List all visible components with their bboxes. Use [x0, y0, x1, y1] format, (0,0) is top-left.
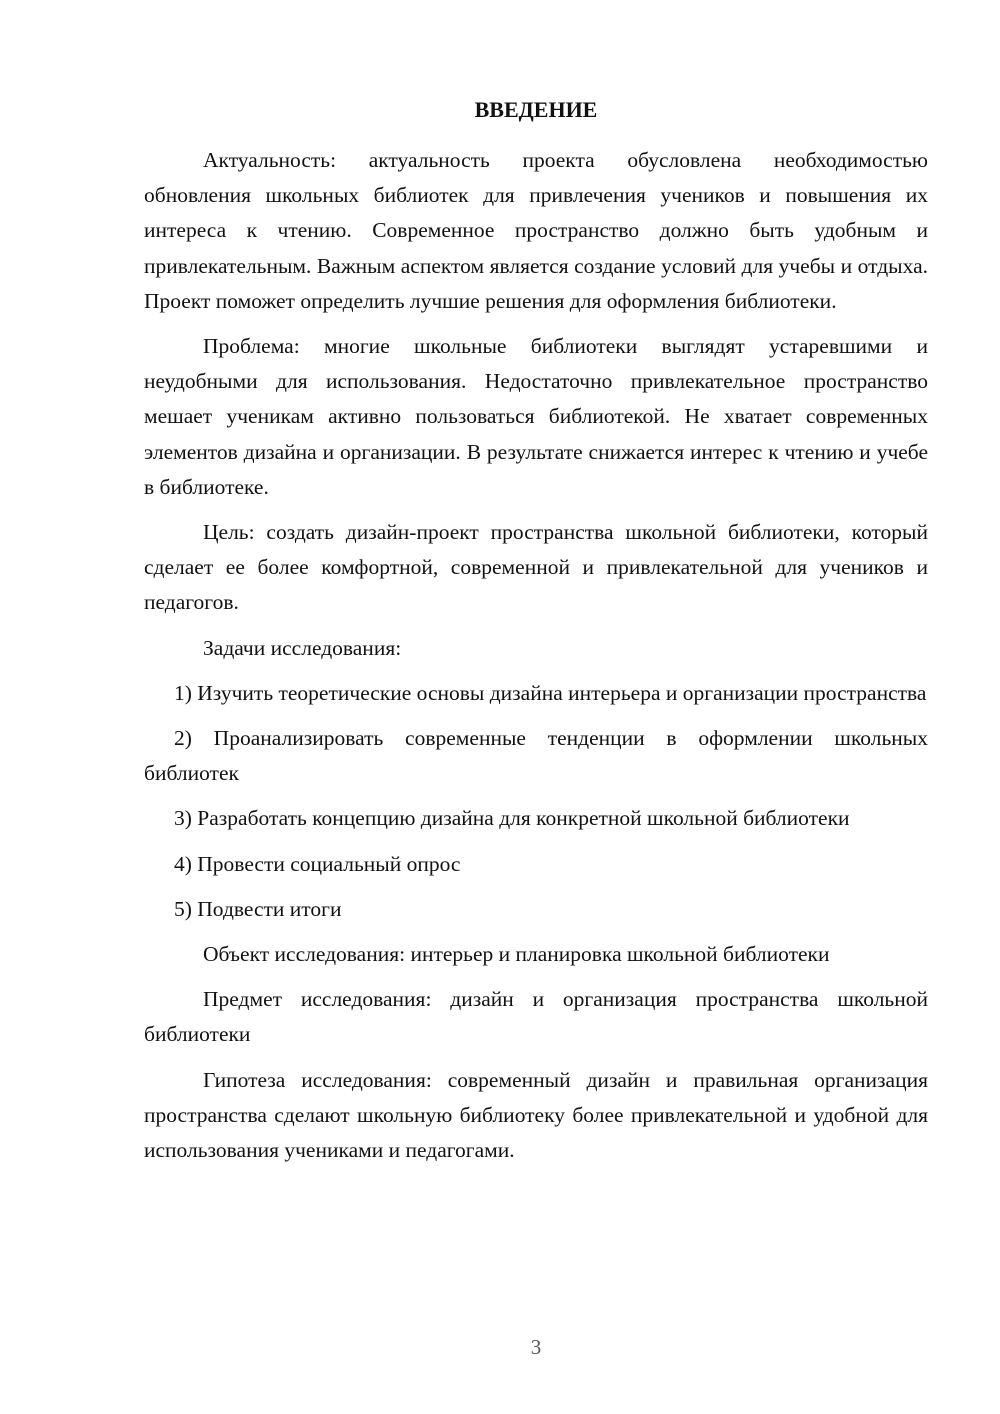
- task-item-5: 5) Подвести итоги: [174, 896, 342, 921]
- task-item-2: 2) Проанализировать современные тенденции в оформлении школьных библиотек: [144, 726, 928, 786]
- subject-paragraph: Предмет исследования: дизайн и организация пространства школьной библиотеки: [144, 987, 928, 1047]
- tasks-heading: Задачи исследования:: [203, 635, 402, 660]
- section-heading: ВВЕДЕНИЕ: [474, 97, 598, 122]
- task-item-4: 4) Провести социальный опрос: [174, 851, 461, 876]
- page-content: [144, 95, 928, 1178]
- task-item-1: 1) Изучить теоретические основы дизайна интерьера и организации пространства: [174, 680, 927, 705]
- page-number: 3: [530, 1335, 542, 1359]
- object-paragraph: Объект исследования: интерьер и планировка школьной библиотеки: [203, 942, 830, 967]
- task-item-3: 3) Разработать концепцию дизайна для конкретной школьной библиотеки: [174, 806, 850, 831]
- relevance-paragraph: Актуальность: актуальность проекта обусловлена необходимостью обновления школьных библиотек для привлечения учеников и повышения их интереса к чтению. Современное пространство должно быть удобным и привлекательным. Важным аспектом является создание условий для учебы и отдыха. Проект поможет определить лучшие решения для оформления библиотеки.: [144, 148, 928, 313]
- problem-paragraph: Проблема: многие школьные библиотеки выглядят устаревшими и неудобными для использования. Недостаточно привлекательное пространство мешает ученикам активно пользоваться библиотекой. Не хватает современных элементов дизайна и организации. В результате снижается интерес к чтению и учебе в библиотеке.: [144, 334, 928, 499]
- goal-paragraph: Цель: создать дизайн-проект пространства школьной библиотеки, который сделает ее более комфортной, современной и привлекательной для учеников и педагогов.: [144, 520, 928, 615]
- hypothesis-paragraph: Гипотеза исследования: современный дизайн и правильная организация пространства сделают школьную библиотеку более привлекательной и удобной для использования учениками и педагогами.: [144, 1067, 928, 1163]
